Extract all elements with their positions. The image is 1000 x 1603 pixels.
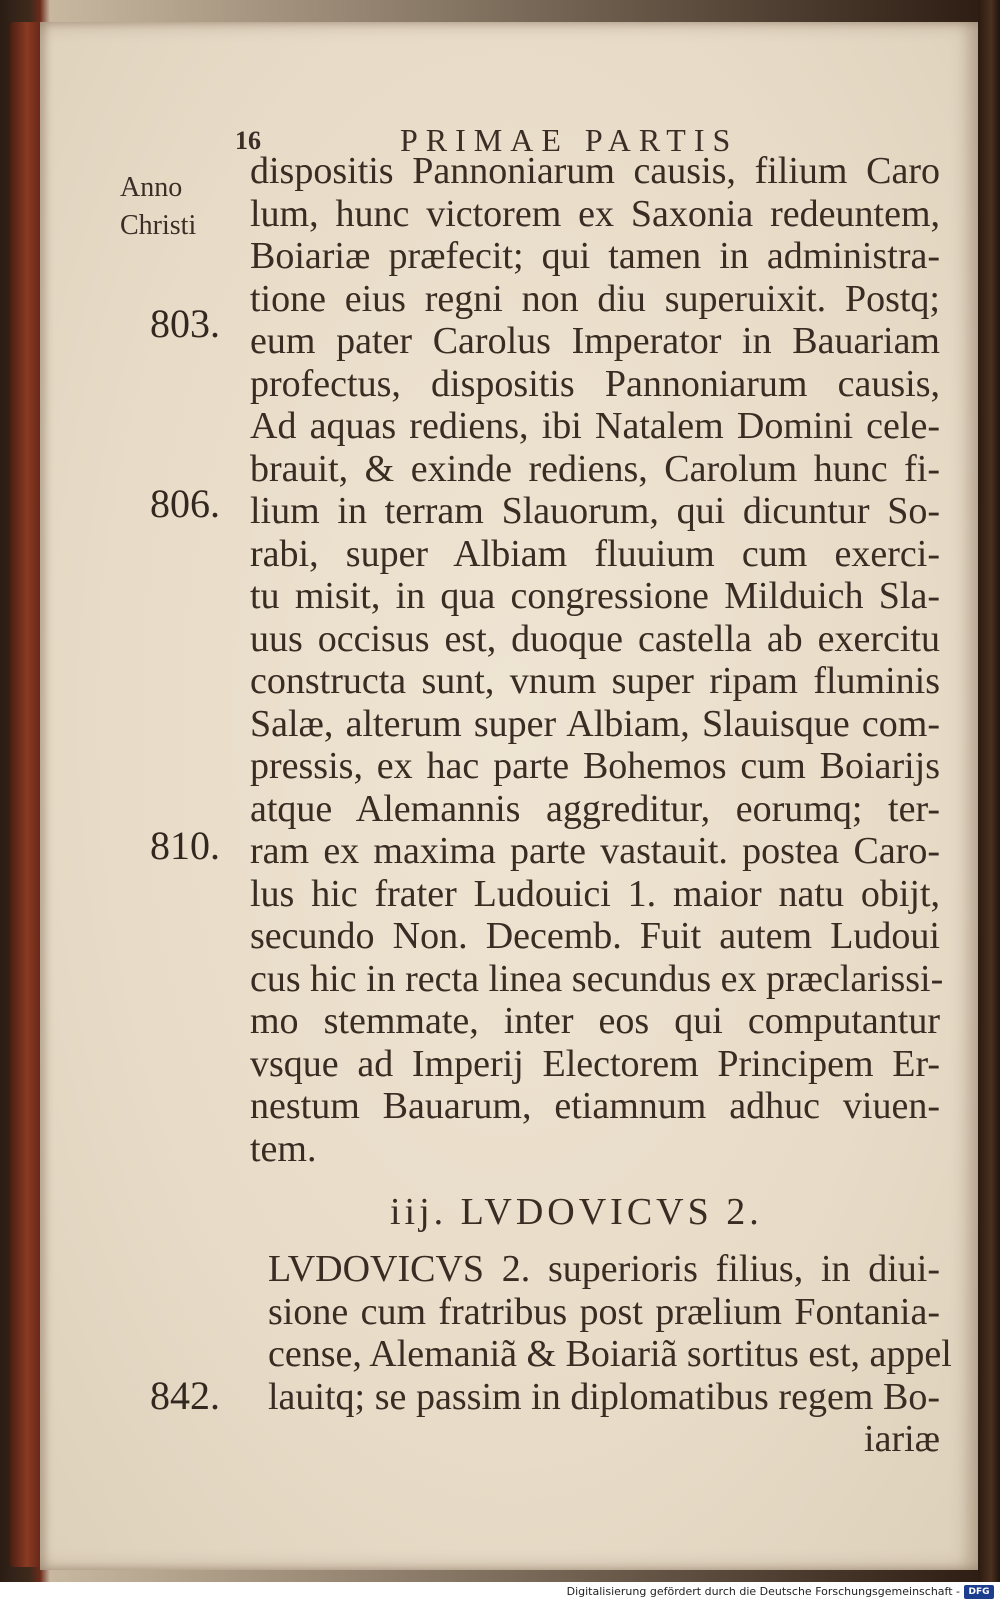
text-line: rabi, super Albiam fluuium cum exerci-: [250, 532, 940, 575]
margin-year: 842.: [150, 1373, 220, 1418]
page-header: [40, 104, 980, 158]
text-line: eum pater Carolus Imperator in Bauariam: [250, 320, 940, 362]
text-line: Salæ, alterum super Albiam, Slauisque com-: [250, 702, 940, 745]
page-number: 16: [235, 126, 261, 155]
text-line: lauitq; se passim in diplomatibus regem Bo-: [268, 1375, 940, 1418]
book-page: [40, 22, 980, 1570]
catchword: iariæ: [864, 1418, 940, 1460]
margin-year: 806.: [150, 481, 220, 526]
text-line: Boiariæ præfecit; qui tamen in administra-: [250, 235, 940, 277]
text-line: sione cum fratribus post prælium Fontania-: [268, 1290, 940, 1333]
margin-year: 810.: [150, 823, 220, 868]
footer-credit: Digitalisierung gefördert durch die Deutsche Forschungsgemeinschaft -: [566, 1585, 960, 1598]
text-line: Ad aquas rediens, ibi Natalem Domini cele-: [250, 405, 940, 447]
text-line: cense, Alemaniã & Boiariã sortitus est, appel: [268, 1333, 952, 1375]
text-line: tu misit, in qua congressione Milduich Sla-: [250, 575, 940, 617]
book-edge-right: [978, 0, 1000, 1582]
text-line: pressis, ex hac parte Bohemos cum Boiarijs: [250, 745, 940, 787]
text-line: secundo Non. Decemb. Fuit autem Ludoui: [250, 915, 940, 957]
text-line: tione eius regni non diu superuixit. Postq;: [250, 277, 940, 320]
text-line: mo stemmate, inter eos qui computantur: [250, 1000, 940, 1042]
dfg-logo: DFG: [964, 1585, 994, 1599]
text-line: constructa sunt, vnum super ripam fluminis: [250, 660, 940, 702]
text-line: lus hic frater Ludouici 1. maior natu obijt,: [250, 872, 940, 915]
margin-anno: Anno: [120, 172, 183, 203]
text-line: dispositis Pannoniarum causis, filium Caro: [250, 150, 940, 192]
main-text-block: [250, 150, 944, 1170]
text-line: lum, hunc victorem ex Saxonia redeuntem,: [250, 192, 940, 235]
text-line: atque Alemannis aggreditur, eorumq; ter-: [250, 787, 940, 830]
text-line: LVDOVICVS 2. superioris filius, in diui-: [268, 1248, 940, 1290]
text-line: tem.: [250, 1127, 317, 1170]
margin-christi: Christi: [120, 210, 197, 241]
text-line: cus hic in recta linea secundus ex præclarissi-: [250, 957, 944, 1000]
text-line: lium in terram Slauorum, qui dicuntur So-: [250, 490, 940, 532]
book-edge-left: [10, 22, 44, 1567]
digitization-footer: [0, 1582, 1000, 1603]
text-line: uus occisus est, duoque castella ab exercitu: [250, 617, 940, 660]
running-head: PRIMAE PARTIS: [400, 122, 739, 158]
text-line: ram ex maxima parte vastauit. postea Caro-: [250, 830, 940, 872]
margin-year: 803.: [150, 301, 220, 346]
section-heading: iij. LVDOVICVS 2.: [390, 1191, 763, 1233]
text-line: nestum Bauarum, etiamnum adhuc viuen-: [250, 1085, 940, 1127]
text-line: brauit, & exinde rediens, Carolum hunc fi-: [250, 447, 940, 490]
section-text-block: [268, 1248, 952, 1461]
text-line: vsque ad Imperij Electorem Principem Er-: [250, 1042, 940, 1085]
text-line: profectus, dispositis Pannoniarum causis,: [250, 362, 940, 405]
